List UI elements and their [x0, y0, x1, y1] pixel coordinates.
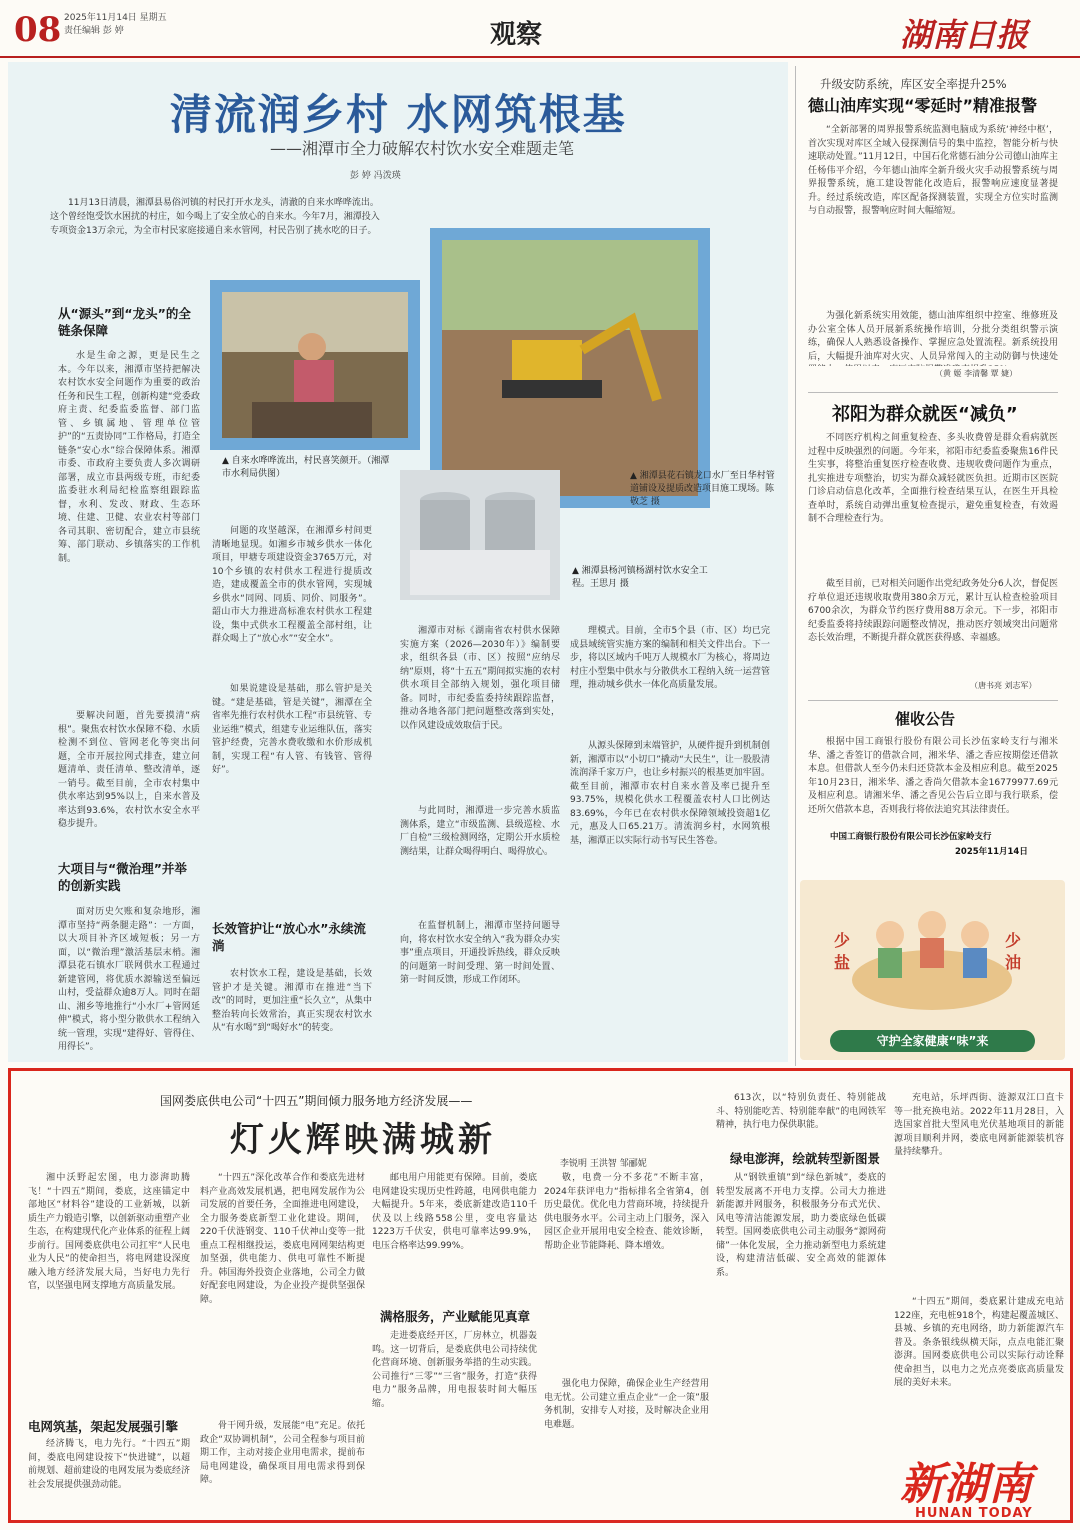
bottom-subhead-grid: 电网筑基，架起发展强引擎: [28, 1419, 179, 1434]
newspaper-logo: 湖南日报: [900, 16, 1029, 54]
page-number: 08: [14, 10, 62, 50]
bottom-col3b: 走进娄底经开区，厂房林立，机器轰鸣。这一切背后，是娄底供电公司持续优化营商环境、创新服务举措的生动实践。公司推行“三零”“三省”服务，打造“获得电力”服务品牌，用电报装时间大幅压缩。: [372, 1331, 537, 1409]
bottom-subhead-service: 满格服务，产业赋能见真章: [380, 1309, 531, 1324]
excavator-image: [442, 240, 698, 496]
bottom-col6b: “十四五”期间，娄底累计建成充电站122座，充电桩918个，构建起覆盖城区、县城、乡镇的充电网络，助力新能源汽车普及。条条银线纵横天际，点点电能汇聚澎湃。国网娄底供电公司以实际行动诠释使命担当，以电力之光点亮娄底高质量发展的美好未来。: [894, 1297, 1064, 1388]
editors: 责任编辑 彭 婷: [64, 26, 124, 36]
ad-less-salt: 少盐: [834, 931, 851, 972]
water-tanks-image: [400, 470, 560, 600]
qiyang-title: 祁阳为群众就医“减负”: [832, 404, 1018, 425]
subhead-big-projects: 大项目与“微治理”并举的创新实践: [58, 861, 187, 893]
bottom-col6: 充电站，乐坪西街、涟源双江口直卡等一批充换电站。2022年11月28日，入选国家首批大型风电光伏基地项目的新能源项目顺利并网，娄底电网新能源装机容量持续攀升。: [894, 1093, 1064, 1157]
photo-excavator: [430, 228, 710, 508]
bottom-col4: 敬，电费一分不多花”不断丰富，2024年获评电力“指标排名全省第4，创历史最优。优化电力营商环境，持续提升供电服务水平。公司主动上门服务，深入园区企业开展用电安全检查、能效诊断，帮助企业节能降耗、降本增效。: [544, 1173, 709, 1251]
bottom-col2b: 骨干网升级，发展能“电”充足。依托政企“双协调机制”，公司全程参与项目前期工作，主动对接企业用电需求，提前布局电网建设，确保项目用电需求得到保障。: [200, 1421, 365, 1485]
section-title: 观察: [490, 20, 543, 50]
right-top-kicker: 升级安防系统，库区安全率提升25%: [820, 77, 1007, 91]
bottom-col5: 613次，以“特别负责任、特别能战斗、特别能吃苦、特别能奉献”的电网铁军精神，执行电力保供职能。: [716, 1093, 886, 1130]
feature-col5b: 从源头保障到末端管护，从硬件提升到机制创新，湘潭市以“小切口”撬动“大民生”，让一股股清流润泽千家万户，也让乡村振兴的根基更加牢固。截至目前，湘潭市农村自来水普及率已提升至93.75%，规模化供水工程覆盖农村人口比例达83.69%，今年已在农村供水保障领域投资超1亿元，惠及人口65.21万。清流润乡村，水网筑根基，湘潭正以实际行动书写民生答卷。: [570, 741, 770, 846]
notice-date: 2025年11月14日: [955, 847, 1028, 857]
notice-body: 根据中国工商银行股份有限公司长沙伍家岭支行与湘米华、潘之香签订的借款合同，湘米华、潘之香应按期偿还借款本息。但借款人至今仍未归还贷款本金及相应利息。截至2025年10月23日，湘米华、潘之香尚欠借款本金16779977.69元及相应利息。请湘米华、潘之香见公告后立即与我行联系，偿还所欠借款本息，否则我行将依法追究其法律责任。: [808, 737, 1058, 815]
feature-col2: 面对历史欠账和复杂地形，湘潭市坚持“两条腿走路”：一方面，以大项目补齐区域短板；另一方面，以“微治理”激活基层末梢。湘潭县花石镇水厂联网供水工程通过新建管网，将优质水源输送至偏远山村，受益群众逾8万人。同时在韶山、湘乡等地推行“小水厂+管网延伸”模式，将小型分散供水工程纳入统一管理，实现“建得好、管得住、用得长”。: [58, 907, 200, 1052]
feature-col3: 问题的攻坚越深，在湘潭乡村间更清晰地显现。如湘乡市城乡供水一体化项目，甲塘专项建设资金3765万元，对10个乡镇的农村供水工程进行提质改造，建成覆盖全市的供水管网，实现城乡供水“同网、同质、同价、同服务”。韶山市大力推进高标准农村供水工程建设，集中式供水工程覆盖全部村组，让群众喝上了“放心水”“安全水”。: [212, 526, 372, 644]
ad-banner: 守护全家健康“味”来: [830, 1030, 1035, 1052]
feature-byline: 彭 婷 冯泼瑛: [350, 171, 401, 181]
bottom-col1b: 经济腾飞，电力先行。“十四五”期间，娄底电网建设按下“快进键”，以超前规划、超前建设的电网发展为娄底经济社会发展提供强劲动能。: [28, 1439, 190, 1490]
right-top-body: “全新部署的周界报警系统监测电脑成为系统‘神经中枢’，首次实现对库区全域入侵探测信号的集中监控，智能分析与快速联动处置。”11月12日，中国石化常德石油分公司德山油库主任杨伟平介绍，今年德山油库全新升级火灾手动报警系统与周界报警系统，施工建设智能化改造后，报警响应速度显著提升。经过系统改造，库区配备探测装置，实现全方位实时监测与自动报警，报警响应时间大幅缩短。: [808, 125, 1058, 216]
bottom-col2: “十四五”深化改革合作和娄底先进材料产业高效发展机遇，把电网发展作为公司发展的首要任务，全面推进电网建设，全力服务娄底新型工业化建设。期间，220千伏涟钢变、110千伏神山变等一批重点工程相继投运，娄底电网网架结构更加坚强，供电能力、供电可靠性不断提升。韩国海外投资企业落地，公司全力做好配套电网建设，为企业投产提供坚强保障。: [200, 1173, 365, 1305]
villager-image: [222, 292, 408, 438]
right-divider: [795, 66, 796, 1066]
ad-less-oil: 少油: [1005, 931, 1022, 972]
right-top-body2: 为强化新系统实用效能，德山油库组织中控室、维修班及办公室全体人员开展新系统操作培训，分批分类组织警示演练，确保人人熟悉设备操作、掌握应急处置流程。新系统投用后，大幅提升油库对火灾、人员异常闯入的主动防御与快速处: [808, 311, 1058, 362]
watermark-logo: 新湖南: [900, 1459, 1032, 1510]
photo-water-tanks: [400, 470, 560, 600]
notice-signer: 中国工商银行股份有限公司长沙伍家岭支行: [830, 832, 992, 842]
caption-excavator: ▲ 湘潭县花石镇龙口水厂至日华村管道铺设及提质改造项目施工现场。陈敬芝 摄: [630, 471, 775, 507]
bottom-col5b: 从“钢铁重镇”到“绿色新城”，娄底的转型发展离不开电力支撑。公司大力推进新能源并网服务，积极服务分布式光伏、风电等清洁能源发展，助力娄底绿色低碳转型。国网娄底供电公司主动服务“源网荷储”一体化发展，全力推动新型电力系统建设，构建清洁低碳、安全高效的能源体系。: [716, 1173, 886, 1278]
right-top-title: 德山油库实现“零延时”精准报警: [808, 96, 1038, 115]
bottom-kicker: 国网娄底供电公司“十四五”期间倾力服务地方经济发展——: [160, 1094, 473, 1108]
feature-col1b: 要解决问题，首先要摸清“病根”。聚焦农村饮水保障不稳、水质检测不到位、管网老化等突出问题，全市开展拉网式排查，建立问题清单、责任清单、整改清单，逐一销号。截至目前，全市农村集中供水率达到95%以上，自来水普及率达到93.6%，农村饮水安全水平稳步提升。: [58, 711, 200, 829]
notice-title: 催收公告: [895, 710, 956, 728]
bottom-col1: 湘中沃野起宏图，电力澎湃助腾飞！“十四五”期间，娄底，这座锚定中部地区“材料谷”建设的工业新城，以新质生产力锻造引擎，以创新驱动重塑产业生态，在构建现代化产业体系的征程上阔步前行。国网娄底供电公司扛牢“人民电业为人民”的使命担当，将电网建设深度融入地方经济发展大局，当好电力先行官，以坚强电网支撑地方高质量发展。: [28, 1173, 190, 1291]
feature-col4b: 与此同时，湘潭进一步完善水质监测体系，建立“市级监测、县级巡检、水厂自检”三级检测网络，定期公开水质检测结果，让群众喝得明白、喝得放心。: [400, 806, 560, 857]
watermark-en: HUNAN TODAY: [915, 1506, 1033, 1521]
bottom-title: 灯火辉映满城新: [230, 1120, 496, 1160]
header-date: [64, 12, 167, 38]
feature-col3b: 如果说建设是基础，那么管护是关键。“建是基础，管是关键”，湘潭在全省率先推行农村供水工程“市县统管、专业运维”模式，组建专业运维队伍，落实管护经费，完善水费收缴和水价形成机制，实现工程“有人管、有钱管、管得好”。: [212, 684, 372, 775]
bottom-byline: 李锐明 王洪智 邹郦妮: [560, 1159, 647, 1169]
bottom-col4b: 强化电力保障，确保企业生产经营用电无忧。公司建立重点企业“一企一策”服务机制，安排专人对接，及时解决企业用电难题。: [544, 1379, 709, 1430]
caption-water-tanks: ▲ 湘潭县杨河镇杨湖村饮水安全工程。王思月 摄: [572, 566, 708, 589]
feature-title: 清流润乡村 水网筑根基: [170, 90, 627, 139]
subhead-long-term: 长效管护让“放心水”永续流淌: [212, 921, 366, 953]
feature-subtitle: ——湘潭市全力破解农村饮水安全难题走笔: [270, 139, 575, 158]
feature-col3c: 农村饮水工程，建设是基础，长效管护才是关键。湘潭市在推进“当下改”的同时，更加注重“长久立”，从集中整治转向长效常治，真正实现农村饮水从“有水喝”到“喝好水”的转变。: [212, 969, 372, 1033]
photo-villager: [210, 280, 420, 450]
qiyang-body: 不同医疗机构之间重复检查、多头收费曾是群众看病就医过程中反映强烈的问题。今年来，祁阳市纪委监委聚焦16件民生实事，将整治重复医疗检查收费、违规收费问题作为重点，扎实推进专项整治，切实为群众减轻就医负担。近期市区医院门诊启动信息化改革，全面推行检查结果互认，在医生开具检查单时，系统自动弹出重复检查提示，避免重复检查，有效遏制不合理检查行为。: [808, 433, 1058, 524]
health-ad: [800, 880, 1065, 1060]
issue-date: 2025年11月14日 星期五: [64, 13, 167, 23]
feature-col5: 理模式。目前，全市5个县（市、区）均已完成县域统管实施方案的编制和相关文件出台。下一步，将以区域内千吨万人规模水厂为核心，将周边村庄小型集中供水与分散供水工程纳入统一运营管理，推动城乡供水一体化高质量发展。: [570, 626, 770, 690]
feature-col1: 水是生命之源，更是民生之本。今年以来，湘潭市坚持把解决农村饮水安全问题作为重要的政治任务和民生工程，创新构建“党委政府主责、纪委监委监督、部门监管、乡镇属地、管理单位管护”的“五责协同”工作格局，打造全链条“安心水”综合保障体系。湘潭市委、市政府主要负责人多次调研部署，成立市县两级专班，市纪委监委驻水利局纪检监察组跟踪监督，水利、发改、财政、生态环境、住建、卫健、农业农村等部门各司其职、密切配合，建立市县统筹、部门联动、乡镇落实的工作机制。: [58, 351, 200, 564]
caption-villager: ▲ 自来水哗哗流出，村民喜笑颜开。（湘潭市水利局供图）: [222, 456, 390, 479]
subhead-source-to-tap: 从“源头”到“龙头”的全链条保障: [58, 306, 191, 338]
bottom-subhead-green: 绿电澎湃，绘就转型新图景: [730, 1151, 881, 1166]
feature-lead: 11月13日清晨，湘潭县易俗河镇的村民打开水龙头，清澈的自来水哗哗流出。这个曾经饱受饮水困扰的村庄，如今喝上了安全放心的自来水。今年7月，湘潭投入专项资金13万余元，为全市村民家庭接通自来水管网，村民告别了挑水吃的日子。: [50, 198, 380, 236]
qiyang-body2: 截至目前，已对相关问题作出党纪政务处分6人次，督促医疗单位退还违规收取费用380余万元，累计互认检查检验项目6700余次，为群众节约医疗费用88万余元。下一步，祁阳市纪委监委将持续跟踪问题整改情况，推动医疗领域突出问题常态长效治理，不断提升群众就医获得感、幸福感。: [808, 579, 1058, 643]
feature-col4: 湘潭市对标《湖南省农村供水保障实施方案（2026—2030年）》编制要求，组织各县（市、区）按照“应纳尽纳”原则，将“十五五”期间拟实施的农村供水项目全部纳入规划，强化项目储备。同时，市纪委监委持续跟踪监督，推动各地各部门把问题整改落到实处，以作风建设成效取信于民。: [400, 626, 560, 731]
feature-col4c: 在监督机制上，湘潭市坚持问题导向，将农村饮水安全纳入“我为群众办实事”重点项目，开通投诉热线，群众反映的问题第一时间受理、第一时间处置、第一时间反馈，形成工作闭环。: [400, 921, 560, 985]
qiyang-byline: （唐书亮 刘志军）: [970, 681, 1037, 690]
divider-qiyang: [808, 392, 1058, 393]
right-top-byline: （黄 姬 李清馨 覃 婕）: [935, 369, 1018, 378]
bottom-col3: 邮电用户用能更有保障。目前，娄底电网建设实现历史性跨越，电网供电能力大幅提升。5年来，娄底新建改造110千伏及以上线路558公里，变电容量达1223万千伏安，供电可靠率达99.9%，电压合格率达99.99%。: [372, 1173, 537, 1251]
